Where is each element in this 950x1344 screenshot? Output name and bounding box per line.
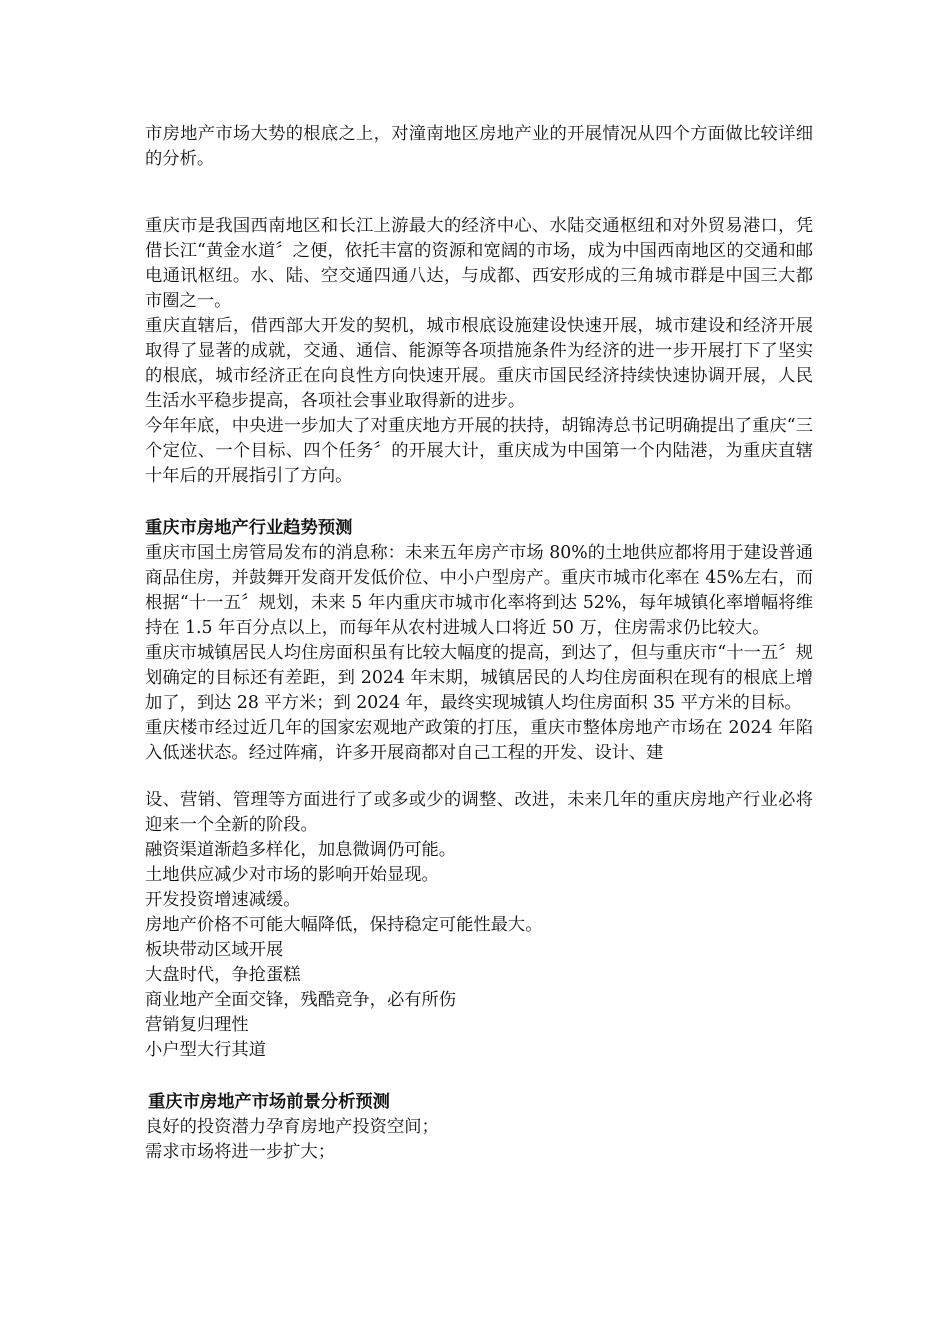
paragraph-overview: 重庆市是我国西南地区和长江上游最大的经济中心、水陆交通枢纽和对外贸易港口，凭借长江“黄金水道〞之便，依托丰富的资源和宽阔的市场，成为中国西南地区的交通和邮电通讯枢纽。水、陆、空交通四通八达，与成都、西安形成的三角城市群是中国三大都市圈之一。	[145, 216, 813, 311]
list-item: 板块带动区域开展	[145, 940, 284, 960]
list-item: 良好的投资潜力孕育房地产投资空间；	[145, 1117, 439, 1137]
section-heading-trend: 重庆市房地产行业趋势预测	[145, 518, 353, 538]
list-item: 商业地产全面交锋，残酷竞争，必有所伤	[145, 990, 457, 1010]
spacer	[145, 172, 813, 200]
list-item: 大盘时代，争抢蛋糕	[145, 965, 301, 985]
list-item: 房地产价格不可能大幅降低，保持稳定可能性最大。	[145, 915, 543, 935]
paragraph-policy: 今年年底，中央进一步加大了对重庆地方开展的扶持，胡锦涛总书记明确提出了重庆“三个定位、一个目标、四个任务〞的开展大计，重庆成为中国第一个内陆港，为重庆直辖十年后的开展指引了方向。	[145, 416, 813, 486]
list-item: 开发投资增速减缓。	[145, 890, 301, 910]
list-item: 需求市场将进一步扩大；	[145, 1142, 336, 1162]
list-item: 小户型大行其道	[145, 1040, 266, 1060]
spacer	[145, 1063, 813, 1090]
paragraph-land-supply: 重庆市国土房管局发布的消息称：未来五年房产市场 80%的土地供应都将用于建设普通商品住房，并鼓舞开发商开发低价位、中小户型房产。重庆市城市化率在 45%左右，而根据“十一五〞规划，未来 5 年内重庆市城市化率将到达 52%，每年城镇化率增幅将维持在 1.5 年百分点以上，而每年从农村进城人口将近 50 万，住房需求仍比较大。	[145, 543, 813, 638]
spacer	[145, 200, 813, 214]
list-item: 营销复归理性	[145, 1015, 249, 1035]
section-heading-outlook: 重庆市房地产市场前景分析预测	[148, 1092, 390, 1112]
paragraph-market-state: 重庆楼市经过近几年的国家宏观地产政策的打压，重庆市整体房地产市场在 2024 年陷入低迷状态。经过阵痛，许多开展商都对自己工程的开发、设计、建	[145, 718, 813, 763]
spacer	[145, 489, 813, 516]
paragraph-market-adjustment: 设、营销、管理等方面进行了或多或少的调整、改进，未来几年的重庆房地产行业必将迎来一个全新的阶段。	[145, 790, 813, 835]
paragraph-intro: 市房地产市场大势的根底之上，对潼南地区房地产业的开展情况从四个方面做比较详细的分析。	[145, 124, 813, 169]
paragraph-housing-area: 重庆市城镇居民人均住房面积虽有比较大幅度的提高，到达了，但与重庆市“十一五〞规划确定的目标还有差距，到 2024 年末期，城镇居民的人均住房面积在现有的根底上增加了，到达 28 平方米；到 2024 年，最终实现城镇人均住房面积 35 平方米的目标。	[145, 643, 813, 713]
list-item: 土地供应减少对市场的影响开始显现。	[145, 865, 439, 885]
page-break-spacer	[145, 766, 813, 788]
document-page	[145, 122, 813, 1165]
list-item: 融资渠道渐趋多样化，加息微调仍可能。	[145, 840, 457, 860]
paragraph-development: 重庆直辖后，借西部大开发的契机，城市根底设施建设快速开展，城市建设和经济开展取得了显著的成就，交通、通信、能源等各项措施条件为经济的进一步开展打下了坚实的根底，城市经济正在向良性方向快速开展。重庆市国民经济持续快速协调开展，人民生活水平稳步提高，各项社会事业取得新的进步。	[145, 316, 813, 411]
